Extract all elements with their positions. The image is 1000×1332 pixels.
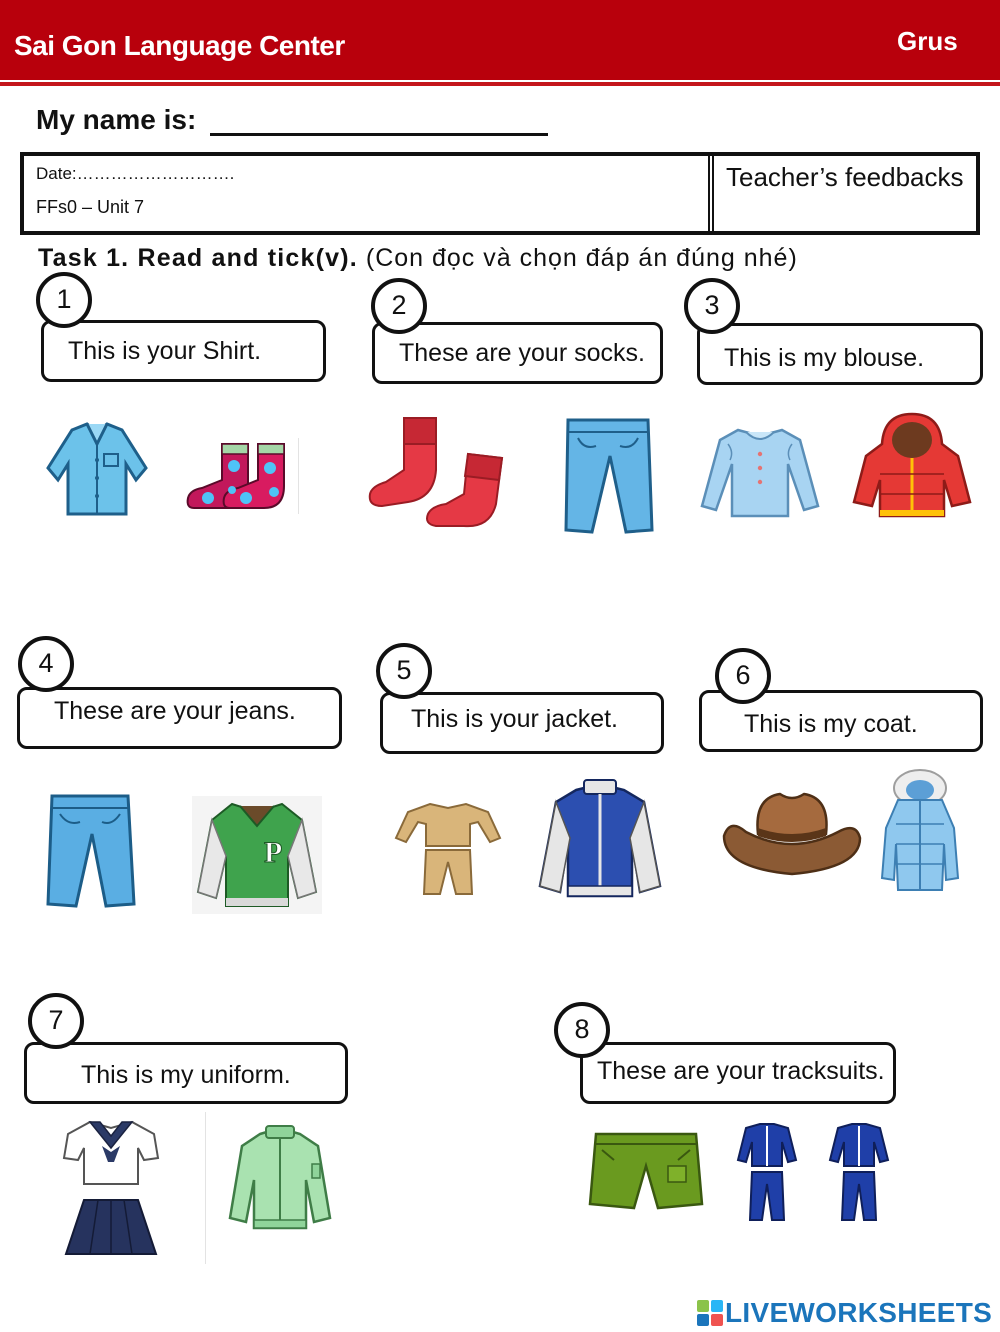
question-number-6: 6 <box>715 648 771 704</box>
sentence-text: This is my coat. <box>744 710 918 738</box>
green-shorts-picture[interactable] <box>588 1130 704 1212</box>
unit-label: FFs0 – Unit 7 <box>36 197 145 217</box>
blouse-picture[interactable] <box>700 424 820 520</box>
question-number-5: 5 <box>376 643 432 699</box>
header-divider <box>0 80 1000 86</box>
header-bar <box>0 0 1000 80</box>
picture-divider <box>205 1112 206 1264</box>
sentence-text: These are your tracksuits. <box>597 1057 885 1085</box>
question-number-4: 4 <box>18 636 74 692</box>
question-number-3: 3 <box>684 278 740 334</box>
info-divider <box>708 156 714 231</box>
beige-outfit-picture[interactable] <box>394 800 502 898</box>
picture-divider <box>298 438 299 514</box>
sentence-text: This is your jacket. <box>411 705 619 733</box>
liveworksheets-logo[interactable] <box>697 1296 992 1330</box>
question-number-7: 7 <box>28 993 84 1049</box>
feedback-label: Teacher’s feedbacks <box>726 162 964 192</box>
task-title-note: (Con đọc và chọn đáp án đúng nhé) <box>357 244 798 272</box>
logo-text: LIVEWORKSHEETS <box>725 1297 993 1328</box>
sentence-text: This is my uniform. <box>81 1061 291 1089</box>
sentence-text: These are your jeans. <box>54 697 296 725</box>
school-uniform-picture[interactable] <box>62 1118 160 1262</box>
svg-text:P: P <box>264 836 283 869</box>
varsity-jacket-picture[interactable] <box>192 796 322 914</box>
info-box <box>20 152 980 235</box>
shirt-picture[interactable] <box>42 420 152 520</box>
sentence-box-7 <box>24 1042 348 1104</box>
sentence-box-4 <box>17 687 342 749</box>
red-puffer-jacket-picture[interactable] <box>850 410 974 522</box>
tracksuits-picture[interactable] <box>736 1120 894 1224</box>
green-bomber-jacket-picture[interactable] <box>226 1124 334 1234</box>
blue-jacket-picture[interactable] <box>536 778 664 902</box>
blue-coat-picture[interactable] <box>880 768 960 896</box>
liveworksheets-logo-icon <box>697 1300 723 1326</box>
name-line <box>210 133 548 136</box>
center-name: Sai Gon Language Center <box>14 30 345 61</box>
jeans-picture[interactable] <box>44 792 138 910</box>
question-number-2: 2 <box>371 278 427 334</box>
question-number-1: 1 <box>36 272 92 328</box>
sentence-text: These are your socks. <box>399 339 645 367</box>
sentence-box-2 <box>372 322 663 384</box>
cowboy-hat-picture[interactable] <box>720 788 864 878</box>
sentence-box-8 <box>580 1042 896 1104</box>
sentence-box-1 <box>41 320 326 382</box>
header-right-label: Grus <box>897 26 958 56</box>
date-label: Date:………………………. <box>36 164 235 183</box>
blue-trousers-picture[interactable] <box>562 416 654 534</box>
patterned-socks-picture[interactable] <box>184 440 294 512</box>
sentence-box-5 <box>380 692 664 754</box>
question-number-8: 8 <box>554 1002 610 1058</box>
name-label: My name is: <box>36 104 197 135</box>
sentence-box-3 <box>697 323 983 385</box>
sentence-text: This is my blouse. <box>724 344 925 372</box>
task-title-main: Task 1. Read and tick(v). <box>38 244 358 272</box>
task-title <box>38 244 798 273</box>
sentence-text: This is your Shirt. <box>68 337 262 365</box>
red-socks-picture[interactable] <box>368 414 508 530</box>
